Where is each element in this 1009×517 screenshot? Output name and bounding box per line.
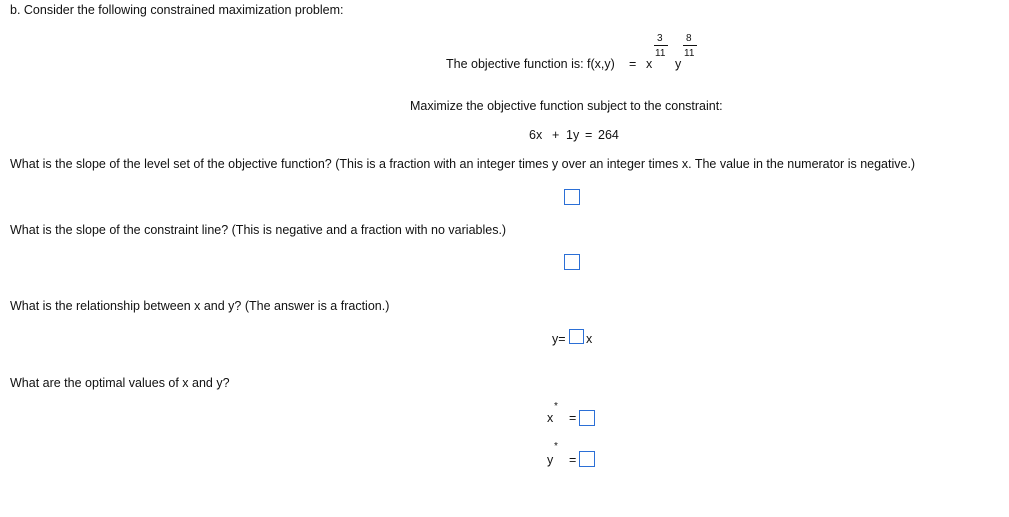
ystar-equals: = — [569, 453, 577, 467]
objective-var-y: y — [675, 57, 682, 71]
answer-level-set-slope-input[interactable] — [564, 189, 580, 205]
constraint-plus: + — [552, 128, 560, 142]
exponent-y-numerator: 8 — [686, 33, 692, 44]
relationship-suffix: x — [586, 332, 593, 346]
constraint-term2: 1y — [566, 128, 580, 142]
xstar-variable: x — [547, 411, 554, 425]
xstar-equals: = — [569, 411, 577, 425]
question-optimal-values: What are the optimal values of x and y? — [10, 376, 230, 390]
objective-label: The objective function is: f(x,y) — [446, 57, 615, 71]
answer-relationship-input[interactable] — [569, 329, 584, 344]
objective-equals: = — [629, 57, 637, 71]
problem-header: b. Consider the following constrained maximization problem: — [10, 3, 344, 17]
constraint-rhs: 264 — [598, 128, 619, 142]
question-xy-relationship: What is the relationship between x and y? (The answer is a fraction.) — [10, 299, 390, 313]
relationship-prefix: y= — [552, 332, 566, 346]
objective-var-x: x — [646, 57, 653, 71]
exponent-x-fraction-bar — [654, 45, 668, 46]
answer-constraint-slope-input[interactable] — [564, 254, 580, 270]
xstar-asterisk: * — [554, 401, 558, 412]
exponent-x-denominator: 11 — [655, 48, 666, 59]
answer-ystar-input[interactable] — [579, 451, 595, 467]
constraint-equals: = — [585, 128, 593, 142]
ystar-variable: y — [547, 453, 554, 467]
exponent-x-numerator: 3 — [657, 33, 663, 44]
constraint-term1: 6x — [529, 128, 543, 142]
ystar-asterisk: * — [554, 441, 558, 452]
exponent-y-fraction-bar — [683, 45, 697, 46]
answer-xstar-input[interactable] — [579, 410, 595, 426]
maximize-text: Maximize the objective function subject to the constraint: — [410, 99, 723, 113]
question-constraint-slope: What is the slope of the constraint line? (This is negative and a fraction with no variables.) — [10, 223, 507, 237]
exponent-y-denominator: 11 — [684, 48, 695, 59]
question-level-set-slope: What is the slope of the level set of the objective function? (This is a fraction with an integer times y over an integer times x. The value in the numerator is negative.) — [10, 157, 916, 171]
